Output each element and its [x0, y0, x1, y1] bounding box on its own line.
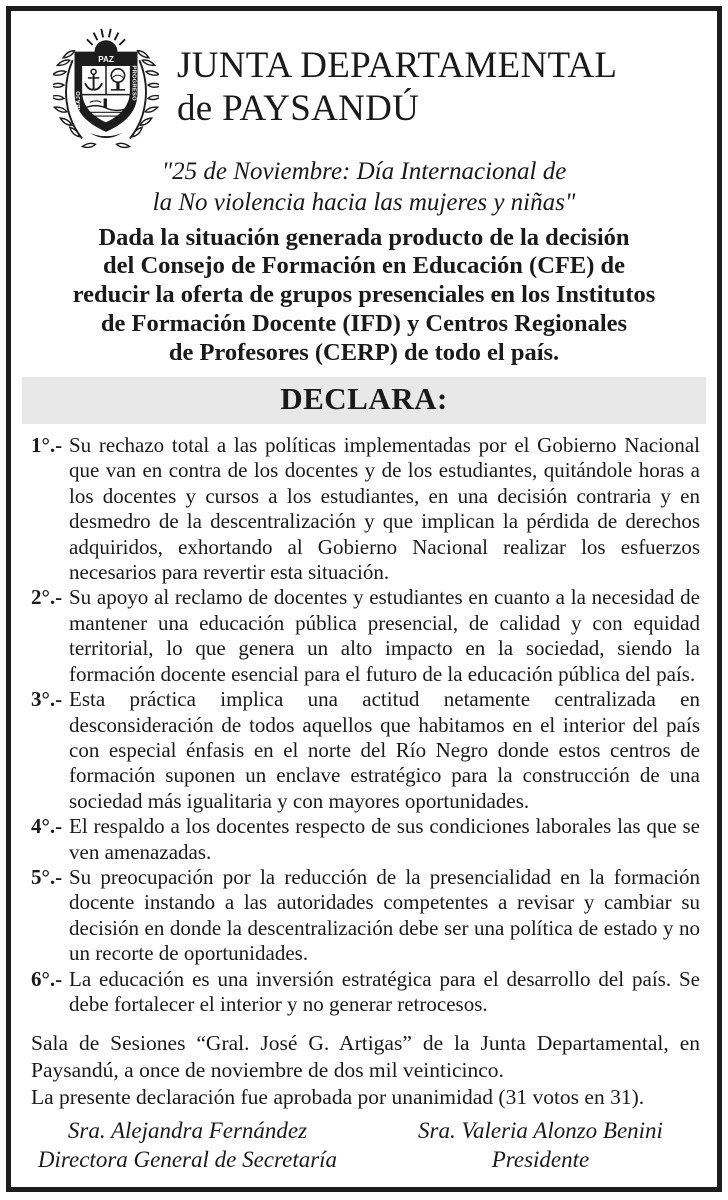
- declaration-item: [31, 687, 700, 814]
- declarations-list: [31, 433, 700, 1017]
- declaration-item: [31, 967, 700, 1018]
- motto-trabajo-label: TRABAJO: [75, 90, 82, 122]
- signature-right: [364, 1117, 717, 1175]
- closing-section: [31, 1030, 700, 1110]
- page-title: [177, 44, 617, 131]
- intro-line: del Consejo de Formación en Educación (CFE) de: [103, 252, 625, 280]
- intro-line: reducir la oferta de grupos presenciales en los Institutos: [72, 281, 656, 309]
- intro-line: de Profesores (CERP) de todo el país.: [168, 339, 560, 367]
- item-text: Esta práctica implica una actitud netamente centralizada en desconsideración de todos aquellos que habitamos en el interior del país con especial énfasis en el norte del Río Negro donde estos centros de formación suponen un enclave estratégico para la construcción de una sociedad más igualitaria y con mayores oportunidades.: [69, 687, 700, 813]
- motto-progreso-label: PROGRESO: [130, 65, 137, 101]
- item-number: 2°.-: [31, 585, 63, 610]
- base-ornament-icon: [90, 133, 122, 138]
- declaration-item: [31, 433, 700, 585]
- header: [53, 24, 707, 150]
- declaration-item: [31, 814, 700, 865]
- item-text: Su preocupación por la reducción de la presencialidad en la formación docente instando a las autoridades competentes a revisar y cambiar su decisión en donde la descentralización debe ser una política de estado y no un recorte de oportunidades.: [69, 864, 700, 966]
- declara-heading: DECLARA:: [22, 377, 706, 424]
- sun-icon: [87, 29, 125, 52]
- org-name-line1: JUNTA DEPARTAMENTAL: [177, 44, 618, 86]
- intro-line: Dada la situación generada producto de la decisión: [98, 223, 630, 251]
- item-text: El respaldo a los docentes respecto de sus condiciones laborales las que se ven amenazadas.: [69, 814, 700, 864]
- signatures-row: [11, 1117, 717, 1175]
- approval-line: La presente declaración fue aprobada por unanimidad (31 votos en 31).: [31, 1084, 645, 1109]
- quote-line1: "25 de Noviembre: Día Internacional de: [161, 158, 567, 185]
- quote-line2: la No violencia hacia las mujeres y niñas": [152, 188, 576, 216]
- coat-of-arms-emblem: [53, 24, 159, 150]
- session-location-line: Sala de Sesiones “Gral. José G. Artigas” de la Junta Departamental, en Paysandú, a once de noviembre de dos mil veinticinco.: [31, 1031, 700, 1082]
- document-border-frame: [6, 6, 722, 1192]
- signatory-title: Presidente: [491, 1146, 590, 1172]
- item-text: La educación es una inversión estratégica para el desarrollo del país. Se debe fortalecer el interior y no generar retrocesos.: [69, 966, 700, 1016]
- signatory-name: Sra. Valeria Alonzo Benini: [418, 1118, 663, 1144]
- item-number: 3°.-: [31, 687, 63, 712]
- item-number: 1°.-: [31, 433, 63, 458]
- org-name-line2: de PAYSANDÚ: [177, 88, 420, 129]
- item-text: Su apoyo al reclamo de docentes y estudiantes en cuanto a la necesidad de mantener una educación pública presencial, de calidad y con equidad territorial, lo que genera un alto impacto en la sociedad, siendo la formación docente esencial para el futuro de la educación pública del país.: [69, 585, 700, 686]
- motto-paz-label: PAZ: [98, 55, 114, 65]
- shield-icon: [75, 52, 138, 132]
- signature-left: [11, 1117, 364, 1175]
- declaration-item: [31, 865, 700, 967]
- item-number: 4°.-: [31, 814, 63, 839]
- signatory-title: Directora General de Secretaría: [37, 1146, 338, 1172]
- intro-statement: [11, 224, 717, 369]
- item-text: Su rechazo total a las políticas implementadas por el Gobierno Nacional que van en contra de los docentes y de los estudiantes, quitándole horas a los docentes y cursos a los estudiantes, en una decisión contraria y en desmedro de la descentralización y que implican la pérdida de derechos adquiridos, exhortando al Gobierno Nacional realizar los esfuerzos necesarios para revertir esta situación.: [69, 433, 700, 585]
- declaration-item: [31, 585, 700, 687]
- signatory-name: Sra. Alejandra Fernández: [67, 1118, 308, 1144]
- item-number: 5°.-: [31, 864, 63, 889]
- item-number: 6°.-: [31, 966, 63, 991]
- commemoration-quote: [11, 157, 717, 219]
- coat-of-arms-icon: [53, 24, 159, 150]
- intro-line: de Formación Docente (IFD) y Centros Regionales: [100, 310, 628, 338]
